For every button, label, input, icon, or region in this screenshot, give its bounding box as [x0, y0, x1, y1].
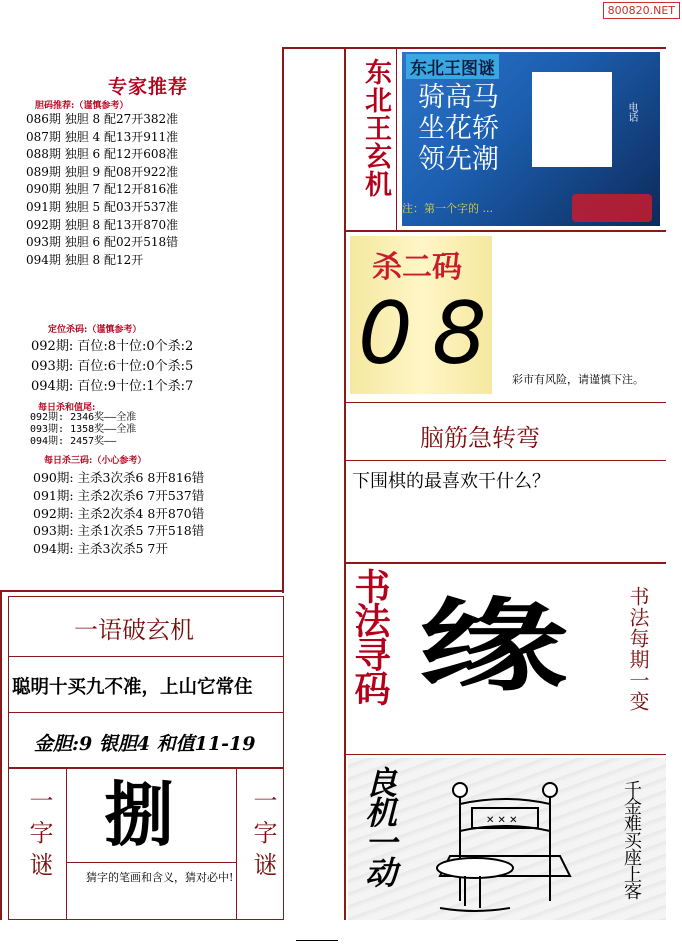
left-panel-outer-border	[0, 590, 2, 920]
kill3-row: 091期: 主杀2次杀6 7开537错	[33, 487, 205, 503]
position-list	[31, 337, 193, 397]
calligraphy-label: 书法寻码	[349, 568, 391, 704]
left-panel-bottom-border	[0, 590, 284, 592]
riddle-title: 一语破玄机	[74, 616, 194, 644]
char-riddle-hint-divider	[66, 862, 236, 863]
brain-question: 下围棋的最喜欢干什么？	[352, 471, 550, 492]
guts-row: 089期 独胆 9 配08开922准	[26, 164, 179, 179]
banner-white-patch	[532, 72, 612, 167]
kill2-box	[350, 236, 492, 394]
kill2-top-border	[344, 230, 666, 232]
char-riddle-side-right: 一字谜	[249, 788, 277, 884]
guts-row: 090期 独胆 7 配12开816准	[26, 182, 179, 197]
chair-caption: 千金难买座上客	[621, 780, 642, 899]
riddle-divider	[8, 656, 284, 657]
brain-divider	[346, 460, 666, 461]
site-tag: 800820.NET	[603, 2, 680, 19]
dongbei-divider	[396, 48, 397, 230]
banner-red-stamp	[572, 194, 652, 222]
riddle-character: 捌	[104, 773, 174, 856]
calligraphy-side: 书法每期一变	[626, 586, 650, 712]
chance-label: 良机一动	[360, 766, 398, 886]
position-title: 定位杀码:（谨慎参考）	[48, 325, 142, 335]
kill3-list	[33, 469, 204, 558]
char-riddle-side-left: 一字谜	[25, 788, 53, 884]
kill2-risk-note: 彩市有风险，请谨慎下注。	[512, 373, 644, 386]
calligraphy-char: 缘	[418, 587, 568, 705]
guts-row: 092期 独胆 8 配13开870准	[26, 217, 179, 232]
calligraphy-bottom-border	[344, 754, 666, 755]
sum-row: 092期: 2346奖——全准	[30, 412, 137, 423]
sum-row: 093期: 1358奖——全准	[30, 424, 137, 435]
chair-illustration	[420, 776, 590, 916]
position-row: 094期: 百位:9十位:1个杀:7	[31, 379, 194, 394]
char-riddle-divider-left	[66, 768, 67, 920]
position-row: 092期: 百位:8十位:0个杀:2	[31, 339, 194, 354]
guts-title: 胆码推荐:（谨慎参考）	[35, 101, 129, 111]
guts-row: 093期 独胆 6 配02开518错	[26, 235, 179, 250]
guts-list	[26, 111, 178, 269]
banner-note: 注：第一个字的 ...	[402, 202, 493, 215]
banner-title: 东北王图谜	[406, 54, 499, 79]
riddle-summary: 金胆:9 银胆4 和值11-19	[34, 733, 256, 755]
right-panel-top-border	[282, 47, 666, 49]
expert-title: 专家推荐	[108, 76, 189, 98]
char-riddle-hint: 猜字的笔画和含义，猜对必中!	[86, 871, 234, 884]
right-panel-left-border	[344, 47, 346, 920]
page-bottom-mark	[296, 940, 338, 941]
sum-list	[30, 412, 136, 448]
banner-line: 骑高马	[418, 82, 499, 113]
brain-title: 脑筋急转弯	[420, 424, 540, 452]
guts-row: 094期 独胆 8 配12开	[26, 252, 144, 267]
riddle-phrase: 聪明十买九不准，上山它常住	[12, 677, 253, 698]
brain-bottom-border	[344, 562, 666, 564]
banner-line: 坐花轿	[418, 113, 499, 144]
kill3-row: 090期: 主杀3次杀6 8开816错	[33, 470, 205, 485]
brain-top-border	[344, 402, 666, 403]
char-riddle-divider-right	[236, 768, 237, 920]
kill2-title: 杀二码	[372, 250, 462, 285]
sum-title: 每日杀和值尾:	[38, 403, 96, 413]
left-panel-right-border	[282, 48, 284, 593]
guts-row: 086期 独胆 8 配27开382准	[26, 112, 179, 126]
kill3-row: 093期: 主杀1次杀5 7开518错	[33, 523, 205, 539]
kill3-title: 每日杀三码:（小心参考）	[44, 456, 147, 466]
guts-row: 091期 独胆 5 配03开537准	[26, 199, 179, 214]
dongbei-label: 东北王玄机	[360, 58, 391, 198]
banner-image	[402, 52, 660, 226]
riddle-divider-2	[8, 712, 284, 713]
svg-text:✕ ✕ ✕: ✕ ✕ ✕	[486, 815, 518, 826]
guts-row: 087期 独胆 4 配13开911准	[26, 129, 179, 144]
banner-lines	[418, 82, 499, 175]
banner-side-text: 电话	[626, 102, 637, 122]
sum-row: 094期: 2457奖——	[30, 436, 117, 447]
kill3-row: 092期: 主杀2次杀4 8开870错	[33, 505, 205, 521]
guts-row: 088期 独胆 6 配12开608准	[26, 147, 179, 162]
position-row: 093期: 百位:6十位:0个杀:5	[31, 359, 194, 374]
kill2-digits: 0 8	[358, 284, 483, 384]
banner-line: 领先潮	[418, 144, 499, 175]
kill3-row: 094期: 主杀3次杀5 7开	[33, 541, 168, 557]
